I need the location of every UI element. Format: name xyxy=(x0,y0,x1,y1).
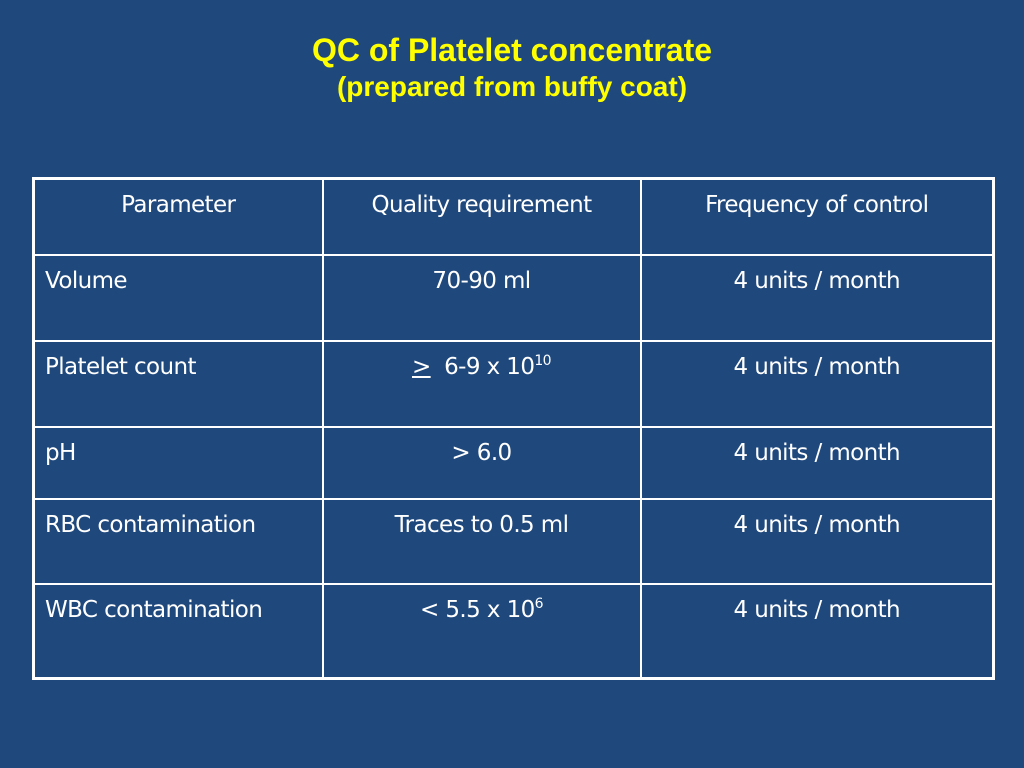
cell-frequency: 4 units / month xyxy=(641,341,994,427)
table-row xyxy=(34,341,994,427)
cell-requirement: > 6.0 xyxy=(323,427,641,499)
requirement-exponent: 6 xyxy=(534,595,543,612)
greater-equal-symbol: > xyxy=(411,353,431,380)
slide-subtitle: (prepared from buffy coat) xyxy=(336,71,688,102)
table-row xyxy=(34,499,994,584)
table-row xyxy=(34,255,994,341)
cell-parameter: WBC contamination xyxy=(34,584,323,679)
table-row xyxy=(34,427,994,499)
cell-requirement: Traces to 0.5 ml xyxy=(323,499,641,584)
table-header-row xyxy=(34,179,994,255)
cell-requirement: 70-90 ml xyxy=(323,255,641,341)
cell-requirement xyxy=(323,341,641,427)
cell-parameter: Volume xyxy=(34,255,323,341)
cell-parameter: Platelet count xyxy=(34,341,323,427)
slide-title: QC of Platelet concentrate xyxy=(311,32,713,68)
title-block xyxy=(0,30,1024,104)
table-row xyxy=(34,584,994,679)
cell-parameter: RBC contamination xyxy=(34,499,323,584)
header-quality-requirement: Quality requirement xyxy=(323,179,641,255)
cell-parameter: pH xyxy=(34,427,323,499)
requirement-base: 6-9 x 10 xyxy=(444,353,535,380)
cell-frequency: 4 units / month xyxy=(641,427,994,499)
cell-frequency: 4 units / month xyxy=(641,255,994,341)
cell-frequency: 4 units / month xyxy=(641,584,994,679)
cell-frequency: 4 units / month xyxy=(641,499,994,584)
cell-requirement xyxy=(323,584,641,679)
requirement-exponent: 10 xyxy=(534,352,551,369)
qc-table xyxy=(32,177,995,680)
header-frequency-of-control: Frequency of control xyxy=(641,179,994,255)
header-parameter: Parameter xyxy=(34,179,323,255)
requirement-base: < 5.5 x 10 xyxy=(420,596,535,623)
